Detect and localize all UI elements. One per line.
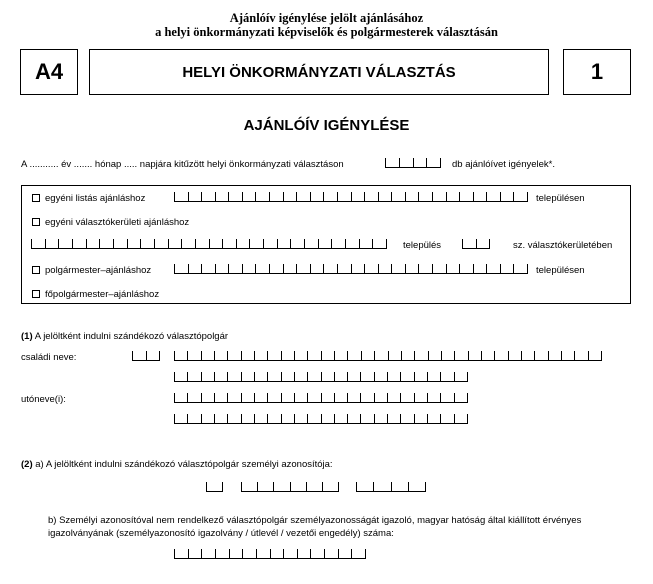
form-code-box	[20, 49, 78, 95]
box-tick	[347, 393, 348, 402]
box-tick	[486, 192, 487, 201]
box-tick	[324, 549, 325, 558]
box-tick	[414, 414, 415, 423]
box-tick	[269, 264, 270, 273]
box-tick	[387, 393, 388, 402]
box-tick	[360, 393, 361, 402]
box-tick	[360, 372, 361, 381]
box-tick	[462, 239, 463, 248]
box-tick	[467, 372, 468, 381]
section2b-label-1: b) Személyi azonosítóval nem rendelkező választópolgár személyazonosságát igazoló, magyar hatóság által kiállított érvényes	[48, 515, 582, 526]
polgarmester-checkbox[interactable]	[32, 266, 40, 274]
box-tick	[241, 351, 242, 360]
box-tick	[281, 372, 282, 381]
egyeni-valasztokeruleti-label: egyéni választókerületi ajánláshoz	[45, 217, 190, 228]
box-tick	[113, 239, 114, 248]
csaladi-nev-field-1[interactable]	[174, 352, 602, 361]
box-tick	[534, 351, 535, 360]
egyeni-listas-label: egyéni listás ajánláshoz	[45, 193, 146, 204]
box-tick	[374, 393, 375, 402]
box-tick	[267, 351, 268, 360]
box-tick	[195, 239, 196, 248]
szemelyi-azonosito-field-1[interactable]	[206, 483, 223, 492]
box-tick	[440, 414, 441, 423]
box-tick	[454, 372, 455, 381]
box-tick	[201, 372, 202, 381]
fopolgarmester-label: főpolgármester–ajánláshoz	[45, 289, 160, 300]
section2-number: (2)	[21, 459, 33, 470]
box-tick	[140, 239, 141, 248]
box-tick	[214, 351, 215, 360]
box-tick	[294, 414, 295, 423]
box-tick	[215, 549, 216, 558]
box-tick	[468, 351, 469, 360]
box-tick	[241, 372, 242, 381]
box-tick	[574, 351, 575, 360]
box-tick	[454, 351, 455, 360]
name-prefix-field[interactable]	[132, 352, 160, 361]
box-tick	[269, 192, 270, 201]
box-tick	[318, 239, 319, 248]
box-tick	[127, 239, 128, 248]
box-tick	[414, 372, 415, 381]
intro-suffix: db ajánlóívet igényelek*.	[452, 159, 555, 170]
box-tick	[426, 158, 427, 167]
box-tick	[294, 372, 295, 381]
box-tick	[254, 351, 255, 360]
box-tick	[345, 239, 346, 248]
box-tick	[334, 351, 335, 360]
box-tick	[374, 414, 375, 423]
box-tick	[508, 351, 509, 360]
box-tick	[222, 239, 223, 248]
egyeni-valasztokeruleti-checkbox[interactable]	[32, 218, 40, 226]
box-tick	[334, 372, 335, 381]
box-tick	[361, 351, 362, 360]
box-tick	[494, 351, 495, 360]
box-tick	[283, 264, 284, 273]
box-tick	[473, 264, 474, 273]
box-tick	[405, 264, 406, 273]
intro-text: A ........... év ....... hónap ..... napjára kitűzött helyi önkormányzati választáson	[21, 159, 344, 170]
box-tick	[374, 351, 375, 360]
election-title: HELYI ÖNKORMÁNYZATI VÁLASZTÁS	[182, 63, 456, 81]
box-tick	[467, 414, 468, 423]
box-tick	[373, 482, 374, 491]
box-tick	[351, 192, 352, 201]
box-tick	[561, 351, 562, 360]
box-tick	[334, 414, 335, 423]
box-tick	[391, 192, 392, 201]
box-tick	[174, 192, 175, 201]
telepules-label: település	[403, 240, 442, 251]
box-tick	[206, 482, 207, 491]
box-tick	[347, 414, 348, 423]
box-tick	[307, 351, 308, 360]
box-tick	[201, 192, 202, 201]
box-tick	[378, 192, 379, 201]
box-tick	[294, 351, 295, 360]
header-line-1: Ajánlóív igénylése jelölt ajánlásához	[229, 11, 424, 25]
box-tick	[473, 192, 474, 201]
box-tick	[408, 482, 409, 491]
box-tick	[132, 351, 133, 360]
box-tick	[281, 393, 282, 402]
box-tick	[306, 482, 307, 491]
box-tick	[222, 482, 223, 491]
box-tick	[290, 482, 291, 491]
box-tick	[601, 351, 602, 360]
box-tick	[364, 192, 365, 201]
box-tick	[387, 414, 388, 423]
box-tick	[481, 351, 482, 360]
box-tick	[187, 393, 188, 402]
box-tick	[228, 192, 229, 201]
box-tick	[310, 192, 311, 201]
polgarmester-telepules-field[interactable]	[174, 265, 528, 274]
box-tick	[296, 264, 297, 273]
box-tick	[228, 264, 229, 273]
csaladi-nev-label: családi neve:	[21, 352, 77, 363]
box-tick	[454, 414, 455, 423]
box-tick	[476, 239, 477, 248]
box-tick	[322, 482, 323, 491]
box-tick	[241, 393, 242, 402]
box-tick	[215, 264, 216, 273]
box-tick	[467, 393, 468, 402]
box-tick	[215, 192, 216, 201]
box-tick	[500, 192, 501, 201]
box-tick	[337, 192, 338, 201]
box-tick	[270, 549, 271, 558]
egyeni-listas-telepules-field[interactable]	[174, 193, 528, 202]
section2a-label: a) A jelöltként indulni szándékozó választópolgár személyi azonosítója:	[35, 459, 333, 470]
box-tick	[255, 264, 256, 273]
box-tick	[241, 482, 242, 491]
box-tick	[236, 239, 237, 248]
box-tick	[432, 264, 433, 273]
box-tick	[241, 414, 242, 423]
box-tick	[513, 192, 514, 201]
box-tick	[297, 549, 298, 558]
box-tick	[486, 264, 487, 273]
szemelyi-azonosito-field-2[interactable]	[241, 483, 339, 492]
valasztokeruletben-label: sz. választókerületében	[513, 240, 613, 251]
box-tick	[187, 414, 188, 423]
box-tick	[273, 482, 274, 491]
header-line-2: a helyi önkormányzati képviselők és polgármesterek választásán	[155, 25, 498, 39]
section1-heading	[21, 331, 228, 342]
box-tick	[400, 393, 401, 402]
box-tick	[323, 264, 324, 273]
box-tick	[267, 372, 268, 381]
box-tick	[168, 239, 169, 248]
box-tick	[414, 393, 415, 402]
box-tick	[255, 192, 256, 201]
box-tick	[418, 264, 419, 273]
box-tick	[154, 239, 155, 248]
box-tick	[351, 264, 352, 273]
box-tick	[256, 549, 257, 558]
box-tick	[427, 372, 428, 381]
box-tick	[307, 414, 308, 423]
box-tick	[181, 239, 182, 248]
box-tick	[548, 351, 549, 360]
box-tick	[401, 351, 402, 360]
box-tick	[374, 372, 375, 381]
box-tick	[446, 192, 447, 201]
box-tick	[378, 264, 379, 273]
box-tick	[513, 264, 514, 273]
box-tick	[45, 239, 46, 248]
box-tick	[321, 393, 322, 402]
igazolvany-szam-field[interactable]	[174, 550, 366, 559]
box-tick	[254, 372, 255, 381]
box-tick	[294, 393, 295, 402]
box-tick	[400, 372, 401, 381]
box-tick	[527, 192, 528, 201]
box-tick	[254, 393, 255, 402]
box-tick	[388, 351, 389, 360]
box-tick	[427, 414, 428, 423]
box-tick	[174, 393, 175, 402]
box-tick	[214, 393, 215, 402]
box-tick	[323, 192, 324, 201]
box-tick	[72, 239, 73, 248]
box-tick	[307, 393, 308, 402]
section1-number: (1)	[21, 331, 33, 342]
box-tick	[201, 549, 202, 558]
box-tick	[310, 264, 311, 273]
box-tick	[321, 351, 322, 360]
box-tick	[372, 239, 373, 248]
box-tick	[446, 264, 447, 273]
box-tick	[209, 239, 210, 248]
sheet-count-field[interactable]	[385, 159, 441, 168]
box-tick	[277, 239, 278, 248]
election-title-box	[89, 49, 549, 95]
box-tick	[242, 549, 243, 558]
box-tick	[321, 372, 322, 381]
valasztokerulet-number-field[interactable]	[462, 240, 490, 249]
box-tick	[440, 393, 441, 402]
box-tick	[360, 414, 361, 423]
page-number: 1	[590, 59, 604, 84]
section2b-label-2: igazolványának (személyazonosító igazolvány / útlevél / vezetői engedély) száma:	[48, 528, 394, 539]
box-tick	[227, 351, 228, 360]
box-tick	[174, 372, 175, 381]
box-tick	[267, 393, 268, 402]
box-tick	[337, 264, 338, 273]
box-tick	[385, 158, 386, 167]
box-tick	[283, 549, 284, 558]
box-tick	[174, 549, 175, 558]
box-tick	[364, 264, 365, 273]
box-tick	[257, 482, 258, 491]
box-tick	[400, 414, 401, 423]
box-tick	[242, 264, 243, 273]
box-tick	[391, 482, 392, 491]
box-tick	[405, 192, 406, 201]
box-tick	[351, 549, 352, 558]
box-tick	[31, 239, 32, 248]
box-tick	[347, 351, 348, 360]
box-tick	[174, 414, 175, 423]
telepulesen-label-2: településen	[536, 265, 585, 276]
box-tick	[386, 239, 387, 248]
box-tick	[441, 351, 442, 360]
form-title: AJÁNLÓÍV IGÉNYLÉSE	[243, 117, 410, 134]
box-tick	[334, 393, 335, 402]
section2a-heading	[21, 459, 333, 470]
box-tick	[365, 549, 366, 558]
box-tick	[201, 414, 202, 423]
box-tick	[188, 264, 189, 273]
utonev-field-2[interactable]	[174, 415, 468, 424]
box-tick	[428, 351, 429, 360]
box-tick	[432, 192, 433, 201]
box-tick	[242, 192, 243, 201]
box-tick	[418, 192, 419, 201]
box-tick	[440, 372, 441, 381]
box-tick	[188, 549, 189, 558]
box-tick	[227, 372, 228, 381]
box-tick	[399, 158, 400, 167]
utonev-label: utóneve(i):	[21, 394, 66, 405]
box-tick	[427, 393, 428, 402]
box-tick	[214, 372, 215, 381]
box-tick	[201, 351, 202, 360]
telepulesen-label-1: településen	[536, 193, 585, 204]
box-tick	[414, 351, 415, 360]
box-tick	[249, 239, 250, 248]
box-tick	[454, 393, 455, 402]
box-tick	[214, 414, 215, 423]
box-tick	[459, 264, 460, 273]
box-tick	[500, 264, 501, 273]
szemelyi-azonosito-field-3[interactable]	[356, 483, 426, 492]
box-tick	[201, 393, 202, 402]
box-tick	[489, 239, 490, 248]
box-tick	[296, 192, 297, 201]
box-tick	[159, 351, 160, 360]
polgarmester-label: polgármester–ajánláshoz	[45, 265, 152, 276]
box-tick	[188, 192, 189, 201]
box-tick	[307, 372, 308, 381]
utonev-field-1[interactable]	[174, 394, 468, 403]
box-tick	[527, 264, 528, 273]
box-tick	[174, 351, 175, 360]
box-tick	[263, 239, 264, 248]
box-tick	[387, 372, 388, 381]
box-tick	[338, 549, 339, 558]
box-tick	[227, 414, 228, 423]
box-tick	[391, 264, 392, 273]
box-tick	[281, 414, 282, 423]
box-tick	[254, 414, 255, 423]
box-tick	[347, 372, 348, 381]
box-tick	[521, 351, 522, 360]
valasztokeruleti-telepules-field[interactable]	[31, 240, 387, 249]
box-tick	[290, 239, 291, 248]
egyeni-listas-checkbox[interactable]	[32, 194, 40, 202]
form-code: A4	[34, 59, 64, 84]
box-tick	[281, 351, 282, 360]
box-tick	[331, 239, 332, 248]
box-tick	[227, 393, 228, 402]
fopolgarmester-checkbox[interactable]	[32, 290, 40, 298]
box-tick	[304, 239, 305, 248]
box-tick	[267, 414, 268, 423]
section1-label: A jelöltként indulni szándékozó választópolgár	[34, 331, 229, 342]
box-tick	[338, 482, 339, 491]
csaladi-nev-field-2[interactable]	[174, 373, 468, 382]
box-tick	[310, 549, 311, 558]
box-tick	[459, 192, 460, 201]
box-tick	[86, 239, 87, 248]
box-tick	[58, 239, 59, 248]
page-number-box	[563, 49, 631, 95]
box-tick	[99, 239, 100, 248]
box-tick	[359, 239, 360, 248]
box-tick	[146, 351, 147, 360]
box-tick	[187, 351, 188, 360]
box-tick	[588, 351, 589, 360]
box-tick	[187, 372, 188, 381]
box-tick	[174, 264, 175, 273]
box-tick	[413, 158, 414, 167]
box-tick	[321, 414, 322, 423]
box-tick	[440, 158, 441, 167]
box-tick	[201, 264, 202, 273]
box-tick	[425, 482, 426, 491]
box-tick	[283, 192, 284, 201]
box-tick	[356, 482, 357, 491]
box-tick	[229, 549, 230, 558]
